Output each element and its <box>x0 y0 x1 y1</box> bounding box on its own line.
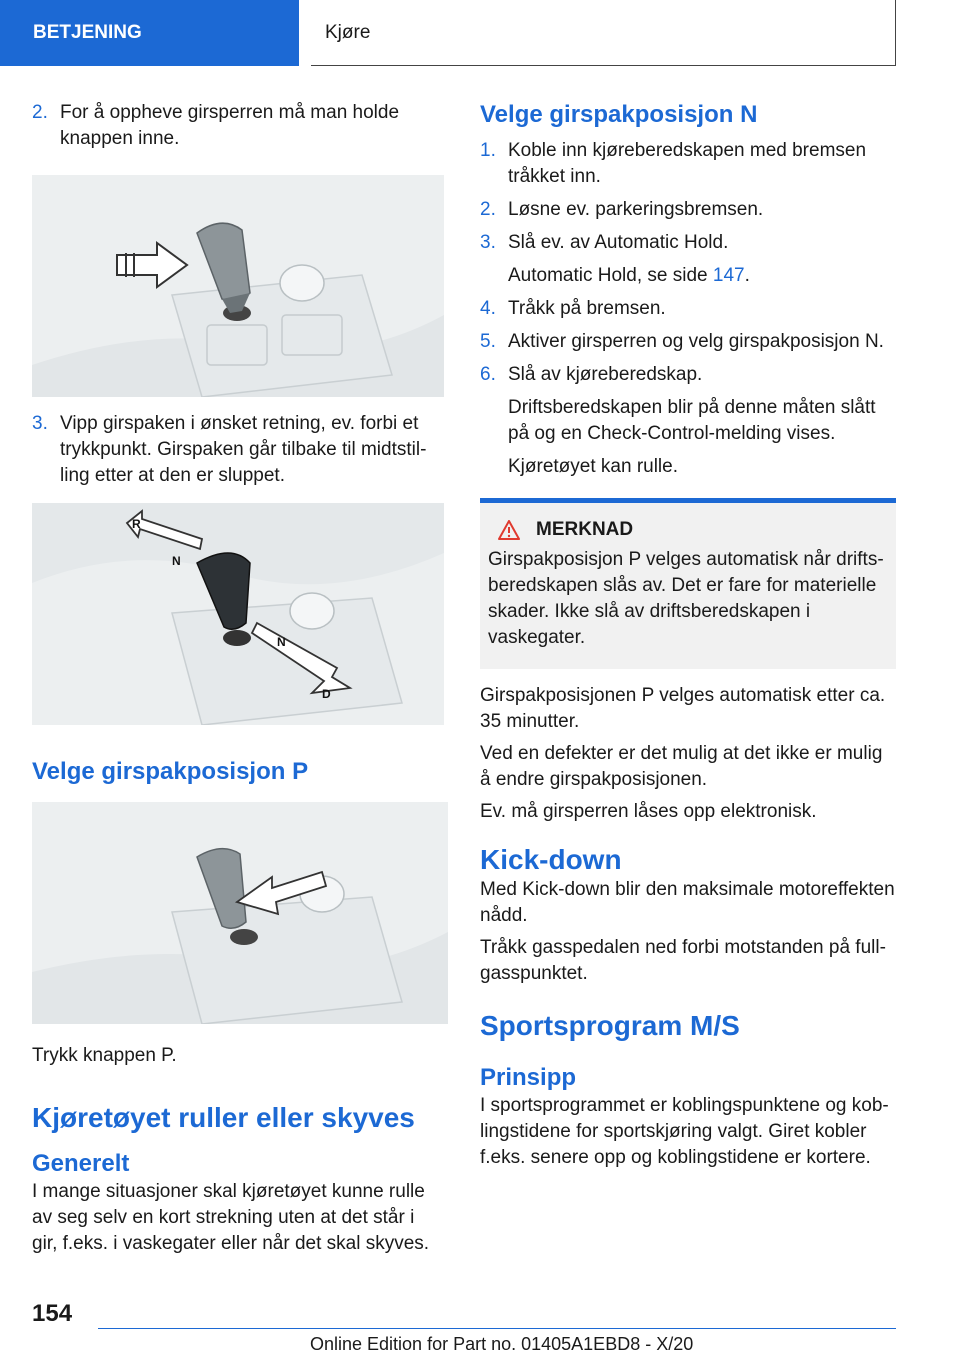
step-item <box>480 296 896 322</box>
step-text: Aktiver girsperren og velg girspakposisjon N. <box>508 331 884 352</box>
heading-kick-down: Kick-down <box>480 844 622 875</box>
principle-paragraph: I sportsprogrammet er koblingspunktene og koblingstidene for sportskjøring valgt. Giret kobler f.eks. senere opp og koblingstidene er kortere. <box>480 1095 889 1168</box>
automatic-hold-reference: Automatic Hold, se side 147. <box>508 265 750 286</box>
gear-lever-directions-illustration <box>32 503 444 725</box>
step-text: Tråkk på bremsen. <box>508 298 666 319</box>
notice-text: Girspakposisjon P velges automatisk når driftsberedskapen slås av. Det er fare for materielle skader. Ikke slå av driftsberedskapen i vaskegater. <box>488 549 884 648</box>
notice-title: MERKNAD <box>536 519 634 540</box>
step-number: 3. <box>32 413 48 434</box>
unlock-paragraph: Ev. må girsperren låses opp elektronisk. <box>480 801 817 822</box>
defect-paragraph: Ved en defekter er det mulig at det ikke er mulig å endre girspakposisjonen. <box>480 743 883 790</box>
notice-box <box>480 498 896 669</box>
auto-p-paragraph: Girspakposisjonen P velges automatisk etter ca. 35 minutter. <box>480 685 886 732</box>
footer-edition: Online Edition for Part no. 01405A1EBD8 - X/20 <box>310 1334 694 1354</box>
section-title: BETJENING <box>33 22 142 43</box>
step-number: 2. <box>480 199 496 220</box>
step-item <box>480 197 896 223</box>
footer-divider <box>98 1328 896 1329</box>
chapter-header <box>311 0 896 66</box>
heading-select-n: Velge girspakposisjon N <box>480 101 758 128</box>
step-number: 5. <box>480 331 496 352</box>
step-item <box>480 138 896 190</box>
step-text: Slå av kjøreberedskap. <box>508 364 703 385</box>
heading-sport-program: Sportsprogram M/S <box>480 1010 740 1041</box>
step-item <box>480 230 896 256</box>
general-paragraph: I mange situasjoner skal kjøretøyet kunne rulle av seg selv en kort strekning uten at det står i gir, f.eks. i vaskegater eller når det skal skyves. <box>32 1181 430 1254</box>
park-button-illustration <box>32 802 448 1024</box>
heading-principle: Prinsipp <box>480 1064 577 1091</box>
section-tab[interactable] <box>0 0 299 66</box>
step-item <box>480 362 896 388</box>
left-column <box>32 100 444 1257</box>
gear-lever-release-illustration <box>32 175 444 397</box>
notice-header <box>488 519 888 541</box>
kick-down-paragraph-1: Med Kick-down blir den maksimale motoreffekten nådd. <box>480 879 895 926</box>
step-number: 4. <box>480 298 496 319</box>
chapter-title: Kjøre <box>325 21 371 43</box>
gear-label-r: R <box>132 517 141 531</box>
step-text: Vipp girspaken i ønsket retning, ev. forbi et trykkpunkt. Girspaken går tilbake til midtstilling etter at den er sluppet. <box>60 413 427 486</box>
warning-icon <box>498 520 520 540</box>
heading-general: Generelt <box>32 1150 130 1177</box>
step-6-note: Kjøretøyet kan rulle. <box>508 456 678 477</box>
gear-label-n-lower: N <box>277 635 286 649</box>
press-p-instruction: Trykk knappen P. <box>32 1045 177 1066</box>
page-reference-link[interactable]: 147 <box>712 265 745 286</box>
step-number: 1. <box>480 140 496 161</box>
heading-select-p: Velge girspakposisjon P <box>32 758 309 785</box>
step-text: Slå ev. av Automatic Hold. <box>508 232 729 253</box>
step-text: Løsne ev. parkeringsbremsen. <box>508 199 764 220</box>
step-text: For å oppheve girsperren må man holde knappen inne. <box>60 102 400 149</box>
right-column <box>480 100 896 1171</box>
step-number: 6. <box>480 364 496 385</box>
page-number: 154 <box>32 1300 73 1327</box>
step-item <box>32 411 444 489</box>
kick-down-paragraph-2: Tråkk gasspedalen ned forbi motstanden på fullgasspunktet. <box>480 937 886 984</box>
gear-label-d: D <box>322 687 331 701</box>
step-number: 2. <box>32 102 48 123</box>
heading-vehicle-rolls: Kjøretøyet ruller eller skyves <box>32 1102 415 1133</box>
gear-label-n-upper: N <box>172 554 181 568</box>
step-number: 3. <box>480 232 496 253</box>
step-6-result: Driftsberedskapen blir på denne måten slått på og en Check-Control-melding vises. <box>508 397 876 444</box>
step-item <box>480 329 896 355</box>
step-item <box>32 100 444 152</box>
step-text: Koble inn kjøreberedskapen med bremsen tråkket inn. <box>508 140 867 187</box>
